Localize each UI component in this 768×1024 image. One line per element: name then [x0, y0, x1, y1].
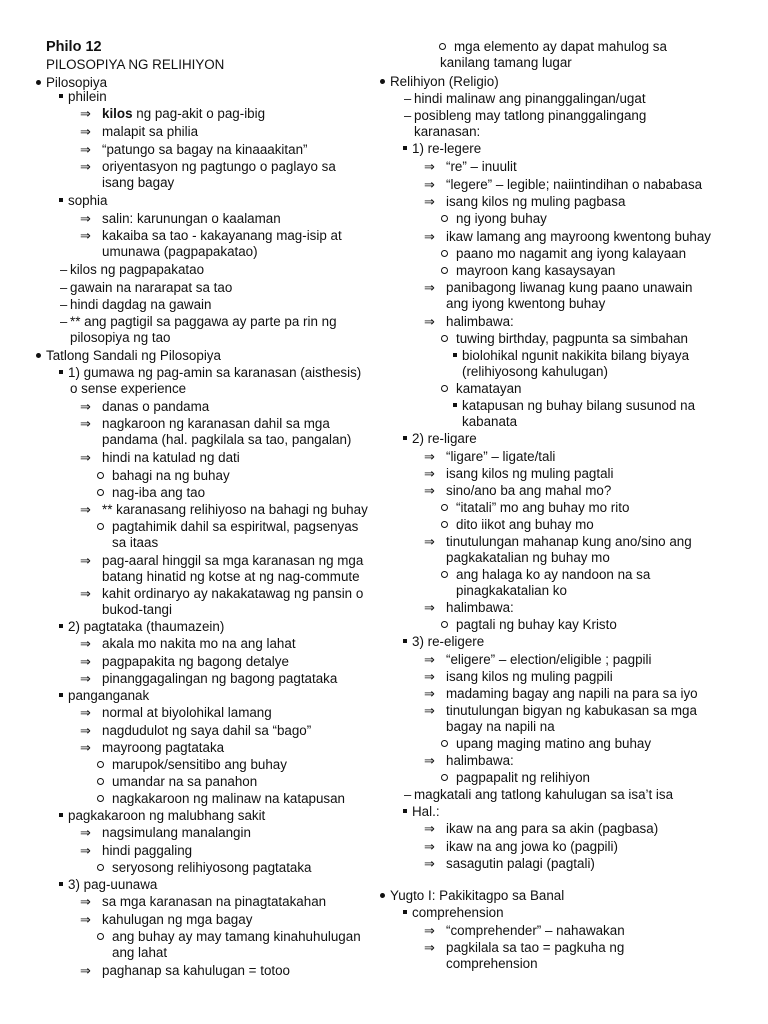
outline-text: kakaiba sa tao - kakayanang mag-isip at [102, 228, 342, 243]
arrow-bullet-icon: ⇒ [424, 940, 435, 955]
outline-text: “patungo sa bagay na kinaaakitan” [102, 142, 308, 157]
outline-line [386, 855, 768, 873]
outline-text: ang halaga ko ay nandoon na sa [456, 567, 651, 582]
outline-line [386, 123, 768, 141]
outline-line [0, 876, 380, 894]
bullet-disc-icon [378, 73, 386, 91]
outline-text: ikaw lamang ang mayroong kwentong buhay [446, 229, 712, 244]
outline-line [0, 842, 380, 860]
arrow-bullet-icon: ⇒ [424, 534, 435, 549]
outline-line [386, 262, 768, 280]
outline-text: tinutulungan bigyan ng kabukasan sa mga [446, 703, 697, 718]
outline-line [0, 807, 380, 825]
arrow-bullet-icon: ⇒ [80, 553, 91, 568]
outline-text: mayroong pagtataka [102, 740, 225, 755]
arrow-bullet-icon: ⇒ [424, 686, 435, 701]
outline-line [0, 38, 380, 56]
arrow-bullet-icon: ⇒ [80, 740, 91, 755]
outline-text: pagtahimik dahil sa espiritwal, pagsenyas [112, 519, 359, 534]
outline-text: ** ang pagtigil sa paggawa ay parte pa rin ng [70, 314, 337, 329]
arrow-bullet-icon: ⇒ [80, 825, 91, 840]
bold-term: kilos [102, 106, 133, 121]
outline-line [386, 465, 768, 483]
bullet-square-icon [402, 430, 408, 448]
bullet-circle-icon [96, 859, 104, 877]
arrow-bullet-icon: ⇒ [80, 142, 91, 157]
arrow-bullet-icon: ⇒ [424, 703, 435, 718]
outline-line [0, 467, 380, 485]
outline-text: ikaw na ang para sa akin (pagbasa) [446, 821, 659, 836]
outline-line [0, 243, 380, 261]
outline-line [386, 482, 768, 500]
outline-line [386, 633, 768, 651]
outline-text: ** karanasang relihiyoso na bahagi ng buhay [102, 502, 368, 517]
outline-line [0, 739, 380, 757]
bullet-disc-icon [378, 887, 386, 905]
outline-line [0, 824, 380, 842]
dash-bullet-icon: – [404, 787, 412, 802]
outline-text: hindi malinaw ang pinanggalingan/ugat [414, 91, 646, 106]
outline-text: nagkaroon ng karanasan dahil sa mga [102, 416, 330, 431]
outline-line [386, 803, 768, 821]
outline-line [386, 158, 768, 176]
outline-text: panganganak [68, 688, 150, 703]
outline-text: (relihiyosong kahulugan) [462, 364, 608, 379]
outline-text: mayroon kang kasaysayan [456, 263, 616, 278]
dash-bullet-icon: – [60, 297, 68, 312]
bullet-circle-icon [440, 735, 448, 753]
outline-text: dito iikot ang buhay mo [456, 517, 594, 532]
outline-text: ikaw na ang jowa ko (pagpili) [446, 839, 618, 854]
outline-line [0, 449, 380, 467]
outline-line [386, 769, 768, 787]
outline-text: panibagong liwanag kung paano unawain [446, 280, 693, 295]
outline-text: Pilosopiya [46, 75, 108, 90]
outline-line [0, 568, 380, 586]
arrow-bullet-icon: ⇒ [424, 856, 435, 871]
outline-text: Yugto I: Pakikitagpo sa Banal [390, 888, 565, 903]
outline-text: pagtali ng buhay kay Kristo [456, 617, 617, 632]
outline-text: madaming bagay ang napili na para sa iyo [446, 686, 698, 701]
outline-text: pilosopiya ng tao [70, 330, 171, 345]
outline-text: paghanap sa kahulugan = totoo [102, 963, 291, 978]
outline-text: pagkakatalian ng buhay mo [446, 550, 610, 565]
outline-text: nagdudulot ng saya dahil sa “bago” [102, 723, 312, 738]
outline-text: karanasan: [414, 124, 481, 139]
outline-text: normal at biyolohikal lamang [102, 705, 272, 720]
outline-line [386, 582, 768, 600]
outline-text: tinutulungan mahanap kung ano/sino ang [446, 534, 692, 549]
bullet-circle-icon [96, 773, 104, 791]
bullet-circle-icon [440, 330, 448, 348]
outline-text: kanilang tamang lugar [440, 55, 572, 70]
outline-text: pandama (hal. pagkilala sa tao, pangalan) [102, 432, 352, 447]
outline-text: ang lahat [112, 945, 168, 960]
outline-line [0, 635, 380, 653]
outline-text: isang kilos ng muling pagpili [446, 669, 613, 684]
arrow-bullet-icon: ⇒ [424, 821, 435, 836]
arrow-bullet-icon: ⇒ [424, 669, 435, 684]
outline-text: “ligare” – ligate/tali [446, 449, 556, 464]
outline-line [0, 670, 380, 688]
arrow-bullet-icon: ⇒ [80, 671, 91, 686]
outline-text: magkatali ang tatlong kahulugan sa isa’t isa [414, 787, 674, 802]
arrow-bullet-icon: ⇒ [80, 124, 91, 139]
arrow-bullet-icon: ⇒ [424, 280, 435, 295]
outline-line [386, 363, 768, 381]
outline-text: tuwing birthday, pagpunta sa simbahan [456, 331, 689, 346]
outline-text: umandar na sa panahon [112, 774, 258, 789]
outline-text: pinanggagalingan ng bagong pagtataka [102, 671, 338, 686]
outline-text: Relihiyon (Religio) [390, 74, 499, 89]
bullet-square-icon [402, 803, 408, 821]
arrow-bullet-icon: ⇒ [424, 483, 435, 498]
outline-text: pagpapakita ng bagong detalye [102, 654, 289, 669]
outline-text: isang kilos ng muling pagtali [446, 466, 614, 481]
arrow-bullet-icon: ⇒ [424, 449, 435, 464]
outline-line [386, 140, 768, 158]
dash-bullet-icon: – [60, 314, 68, 329]
outline-line [386, 668, 768, 686]
bullet-square-icon [58, 687, 64, 705]
outline-text: sophia [68, 193, 108, 208]
outline-text: oriyentasyon ng pagtungo o paglayo sa [102, 159, 336, 174]
outline-text: upang maging matino ang buhay [456, 736, 652, 751]
outline-line [386, 228, 768, 246]
outline-text: isang kilos ng muling pagbasa [446, 194, 626, 209]
outline-text: salin: karunungan o kaalaman [102, 211, 281, 226]
arrow-bullet-icon: ⇒ [80, 159, 91, 174]
outline-line [386, 330, 768, 348]
outline-line [386, 955, 768, 973]
bullet-circle-icon [96, 484, 104, 502]
outline-line [0, 398, 380, 416]
outline-line [386, 210, 768, 228]
bullet-square-icon [58, 618, 64, 636]
arrow-bullet-icon: ⇒ [80, 963, 91, 978]
outline-text: “re” – inuulit [446, 159, 517, 174]
arrow-bullet-icon: ⇒ [424, 600, 435, 615]
outline-line [0, 210, 380, 228]
bullet-circle-icon [440, 380, 448, 398]
outline-text: hindi na katulad ng dati [102, 450, 240, 465]
bullet-circle-icon [96, 790, 104, 808]
arrow-bullet-icon: ⇒ [80, 723, 91, 738]
outline-line [0, 484, 380, 502]
outline-line [386, 73, 768, 91]
arrow-bullet-icon: ⇒ [424, 923, 435, 938]
outline-line [386, 380, 768, 398]
outline-text: mga elemento ay dapat mahulog sa [454, 39, 667, 54]
outline-text: danas o pandama [102, 399, 210, 414]
outline-line [386, 448, 768, 466]
arrow-bullet-icon: ⇒ [424, 229, 435, 244]
outline-line [386, 176, 768, 194]
arrow-bullet-icon: ⇒ [424, 839, 435, 854]
arrow-bullet-icon: ⇒ [80, 654, 91, 669]
outline-line [386, 752, 768, 770]
outline-text-rest: ng pag-akit o pag-ibig [136, 106, 266, 121]
outline-line [0, 56, 380, 74]
bullet-circle-icon [96, 467, 104, 485]
outline-text: kabanata [462, 414, 518, 429]
dash-bullet-icon: – [60, 280, 68, 295]
bullet-circle-icon [440, 516, 448, 534]
outline-line [0, 347, 380, 365]
outline-text: “itatali” mo ang buhay mo rito [456, 500, 630, 515]
arrow-bullet-icon: ⇒ [80, 211, 91, 226]
outline-line [0, 88, 380, 106]
outline-line [386, 887, 768, 905]
outline-text: 1) re-legere [412, 141, 482, 156]
bullet-disc-icon [34, 347, 42, 365]
outline-text: pagpapalit ng relihiyon [456, 770, 591, 785]
outline-line [0, 687, 380, 705]
bullet-circle-icon [440, 616, 448, 634]
outline-text: halimbawa: [446, 314, 514, 329]
arrow-bullet-icon: ⇒ [80, 636, 91, 651]
outline-line [0, 704, 380, 722]
outline-line [386, 499, 768, 517]
outline-line [0, 790, 380, 808]
outline-text: 3) pag-uunawa [68, 877, 158, 892]
arrow-bullet-icon: ⇒ [80, 106, 91, 121]
outline-text: hindi dagdag na gawain [70, 297, 212, 312]
outline-text: sasagutin palagi (pagtali) [446, 856, 595, 871]
outline-text: malapit sa philia [102, 124, 199, 139]
outline-line [386, 904, 768, 922]
outline-line [0, 105, 380, 123]
outline-text: 1) gumawa ng pag-amin sa karanasan (aisthesis) [68, 365, 362, 380]
bullet-square-icon [58, 807, 64, 825]
outline-line [0, 501, 380, 519]
arrow-bullet-icon: ⇒ [80, 416, 91, 431]
outline-line [386, 193, 768, 211]
outline-text: paano mo nagamit ang iyong kalayaan [456, 246, 687, 261]
bullet-circle-icon [440, 210, 448, 228]
arrow-bullet-icon: ⇒ [424, 194, 435, 209]
outline-line [0, 893, 380, 911]
outline-text: pagkakaroon ng malubhang sakit [68, 808, 266, 823]
outline-line [386, 838, 768, 856]
outline-line [386, 295, 768, 313]
bullet-circle-icon [440, 769, 448, 787]
outline-text: seryosong relihiyosong pagtataka [112, 860, 312, 875]
outline-line [0, 722, 380, 740]
bullet-circle-icon [440, 262, 448, 280]
bullet-square-icon [58, 192, 64, 210]
outline-line [386, 735, 768, 753]
outline-text: ang buhay ay may tamang kinahuhulugan [112, 929, 361, 944]
outline-text: 3) re-eligere [412, 634, 485, 649]
arrow-bullet-icon: ⇒ [424, 177, 435, 192]
arrow-bullet-icon: ⇒ [80, 843, 91, 858]
outline-text: “comprehender” – nahawakan [446, 923, 625, 938]
outline-text: kahit ordinaryo ay nakakatawag ng pansin o [102, 586, 364, 601]
bullet-square-icon [58, 876, 64, 894]
outline-line [386, 313, 768, 331]
outline-line [386, 718, 768, 736]
outline-line [0, 944, 380, 962]
outline-text: umunawa (pagpapakatao) [102, 244, 258, 259]
outline-text: o sense experience [70, 381, 187, 396]
arrow-bullet-icon: ⇒ [424, 159, 435, 174]
outline-line [0, 431, 380, 449]
outline-text: pagkilala sa tao = pagkuha ng [446, 940, 625, 955]
outline-text: halimbawa: [446, 753, 514, 768]
outline-text: philein [68, 89, 107, 104]
arrow-bullet-icon: ⇒ [80, 399, 91, 414]
dash-bullet-icon: – [60, 262, 68, 277]
arrow-bullet-icon: ⇒ [80, 586, 91, 601]
arrow-bullet-icon: ⇒ [80, 894, 91, 909]
arrow-bullet-icon: ⇒ [424, 652, 435, 667]
arrow-bullet-icon: ⇒ [80, 502, 91, 517]
arrow-bullet-icon: ⇒ [80, 705, 91, 720]
arrow-bullet-icon: ⇒ [424, 314, 435, 329]
outline-text: bagay na napili na [446, 719, 555, 734]
arrow-bullet-icon: ⇒ [80, 228, 91, 243]
outline-line [386, 90, 768, 108]
dash-bullet-icon: – [404, 108, 412, 123]
outline-line [0, 329, 380, 347]
outline-line [386, 549, 768, 567]
bullet-circle-icon [440, 499, 448, 517]
bullet-square-icon [402, 633, 408, 651]
outline-text: Philo 12 [46, 39, 102, 55]
outline-line [386, 245, 768, 263]
outline-line [0, 618, 380, 636]
outline-line [386, 820, 768, 838]
outline-line [0, 296, 380, 314]
outline-line [0, 911, 380, 929]
outline-line [0, 534, 380, 552]
outline-line [0, 174, 380, 192]
outline-text: pinagkakatalian ko [456, 583, 567, 598]
outline-text: sa mga karanasan na pinagtatakahan [102, 894, 327, 909]
outline-text: 2) pagtataka (thaumazein) [68, 619, 225, 634]
outline-text: Hal.: [412, 804, 440, 819]
outline-text: akala mo nakita mo na ang lahat [102, 636, 296, 651]
outline-text: Tatlong Sandali ng Pilosopiya [46, 348, 221, 363]
outline-text: comprehension [446, 956, 538, 971]
outline-line [386, 413, 768, 431]
outline-line [386, 616, 768, 634]
arrow-bullet-icon: ⇒ [80, 912, 91, 927]
outline-line [0, 601, 380, 619]
outline-text: bukod-tangi [102, 602, 172, 617]
arrow-bullet-icon: ⇒ [80, 450, 91, 465]
outline-text [102, 105, 265, 123]
outline-line [0, 962, 380, 980]
bullet-square-icon [58, 88, 64, 106]
outline-text: batang hinatid ng kotse at ng nag-commute [102, 569, 360, 584]
outline-line [386, 651, 768, 669]
outline-line [0, 279, 380, 297]
bullet-square-icon [402, 904, 408, 922]
outline-line [386, 685, 768, 703]
outline-line [0, 192, 380, 210]
outline-line [0, 380, 380, 398]
outline-line [386, 786, 768, 804]
outline-line [0, 773, 380, 791]
outline-text: isang bagay [102, 175, 175, 190]
outline-text: sino/ano ba ang mahal mo? [446, 483, 612, 498]
outline-text: ng iyong buhay [456, 211, 547, 226]
outline-line [0, 261, 380, 279]
outline-text: sa itaas [112, 535, 159, 550]
outline-line [0, 859, 380, 877]
outline-text: posibleng may tatlong pinanggalingang [414, 108, 647, 123]
bullet-circle-icon [440, 245, 448, 263]
outline-line [386, 516, 768, 534]
outline-text: marupok/sensitibo ang buhay [112, 757, 287, 772]
outline-line [0, 653, 380, 671]
arrow-bullet-icon: ⇒ [424, 466, 435, 481]
outline-text: bahagi na ng buhay [112, 468, 230, 483]
outline-text: gawain na nararapat sa tao [70, 280, 233, 295]
outline-text: kilos ng pagpapakatao [70, 262, 205, 277]
outline-line [386, 599, 768, 617]
outline-text: kamatayan [456, 381, 522, 396]
outline-text: biolohikal ngunit nakikita bilang biyaya [462, 348, 690, 363]
outline-line [386, 922, 768, 940]
outline-line [386, 54, 768, 72]
outline-text: nagsimulang manalangin [102, 825, 251, 840]
outline-text: pag-aaral hinggil sa mga karanasan ng mga [102, 553, 364, 568]
bullet-square-icon [402, 140, 408, 158]
dash-bullet-icon: – [404, 91, 412, 106]
outline-text: “eligere” – election/eligible ; pagpili [446, 652, 652, 667]
outline-text: 2) re-ligare [412, 431, 477, 446]
outline-line [0, 756, 380, 774]
outline-line [386, 430, 768, 448]
outline-text: katapusan ng buhay bilang susunod na [462, 398, 696, 413]
outline-text: PILOSOPIYA NG RELIHIYON [46, 57, 225, 72]
outline-text: nag-iba ang tao [112, 485, 206, 500]
outline-text: hindi paggaling [102, 843, 193, 858]
outline-text: nagkakaroon ng malinaw na katapusan [112, 791, 346, 806]
outline-line [0, 123, 380, 141]
outline-text: kahulugan ng mga bagay [102, 912, 253, 927]
outline-text: halimbawa: [446, 600, 514, 615]
outline-text: comprehension [412, 905, 504, 920]
outline-text: ang iyong kwentong buhay [446, 296, 606, 311]
bullet-circle-icon [96, 756, 104, 774]
outline-text: “legere” – legible; naiintindihan o nababasa [446, 177, 703, 192]
outline-line [0, 141, 380, 159]
arrow-bullet-icon: ⇒ [424, 753, 435, 768]
